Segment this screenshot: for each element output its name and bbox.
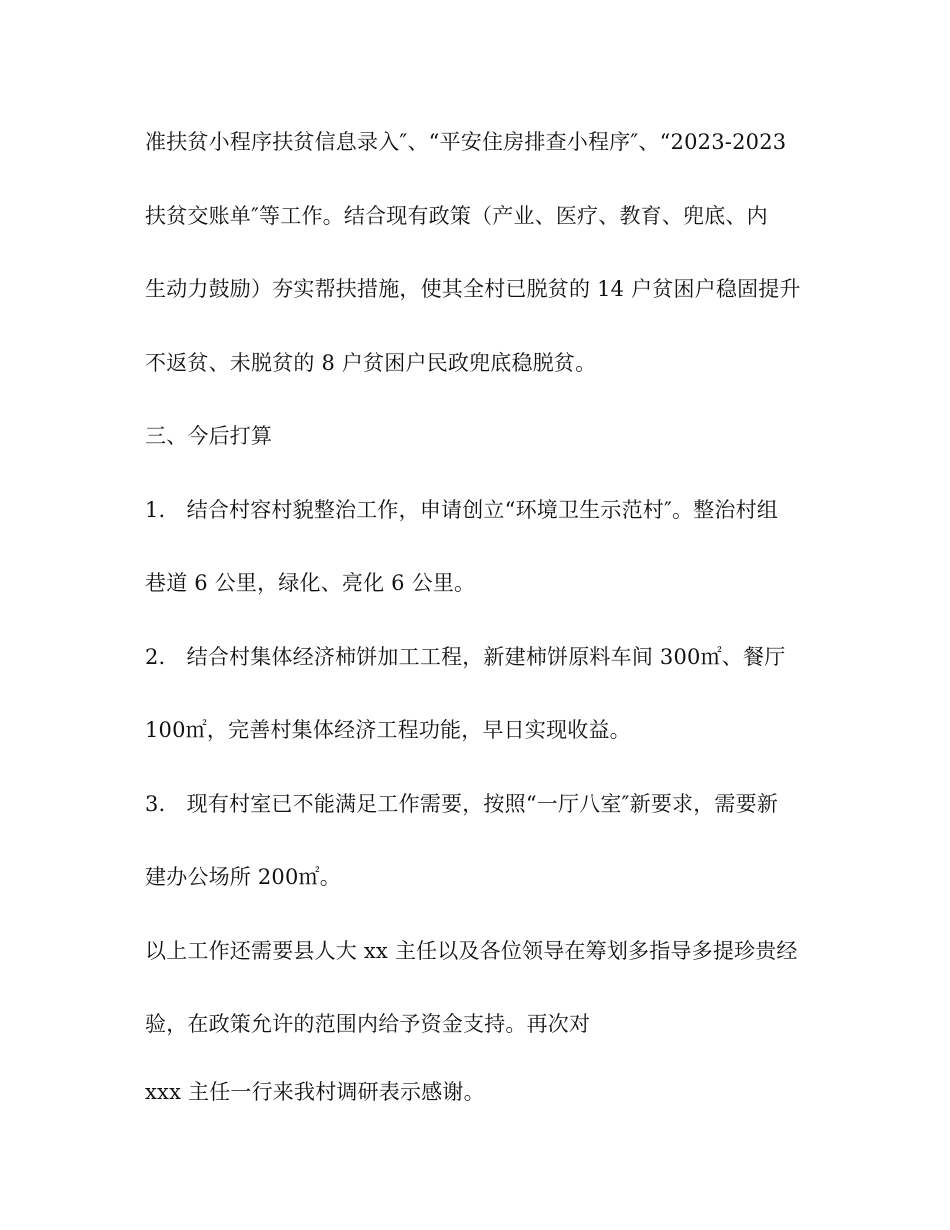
text-line: 建办公场所 200㎡。 xyxy=(145,865,341,889)
section-heading: 三、今后打算 xyxy=(145,424,273,448)
text-line: xxx 主任一行来我村调研表示感谢。 xyxy=(145,1080,485,1104)
text-line: 不返贫、未脱贫的 8 户贫困户民政兜底稳脱贫。 xyxy=(145,351,597,375)
text-line: 100㎡，完善村集体经济工程功能，早日实现收益。 xyxy=(145,718,631,742)
text-line: 扶贫交账单″等工作。结合现有政策（产业、医疗、教育、兜底、内 xyxy=(145,204,768,228)
list-item-2: 2. 结合村集体经济柿饼加工工程，新建柿饼原料车间 300㎡、餐厅 xyxy=(145,645,786,669)
list-item-1: 1. 结合村容村貌整治工作，申请创立“环境卫生示范村″。整治村组 xyxy=(145,498,779,522)
text-line: 准扶贫小程序扶贫信息录入″、“平安住房排查小程序″、“2023-2023 xyxy=(145,130,787,154)
closing-paragraph: 以上工作还需要县人大 xx 主任以及各位领导在筹划多指导多提珍贵经 xyxy=(145,939,798,963)
list-item-3: 3. 现有村室已不能满足工作需要，按照“一厅八室″新要求，需要新 xyxy=(145,792,779,816)
text-line: 生动力鼓励）夯实帮扶措施，使其全村已脱贫的 14 户贫困户稳固提升 xyxy=(145,277,801,301)
text-line: 验，在政策允许的范围内给予资金支持。再次对 xyxy=(145,1012,591,1036)
text-line: 巷道 6 公里，绿化、亮化 6 公里。 xyxy=(145,571,476,595)
